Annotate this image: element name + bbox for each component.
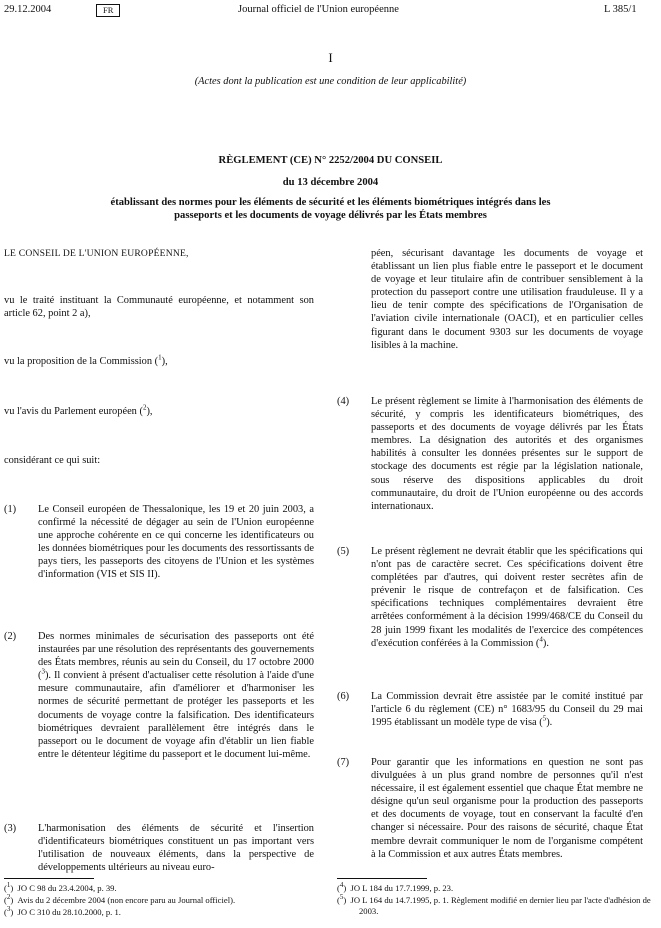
recital-number: (4): [337, 396, 350, 407]
whereas-intro: considérant ce qui suit:: [4, 455, 101, 466]
recital-6: (6) La Commission devrait être assistée par le comité institué par l'article 6 du règlement (CE) n° 1683/95 du Conseil du 29 mai 1995 établissant un modèle type de visa ($^5$).: [337, 691, 643, 729]
journal-title: Journal officiel de l'Union européenne: [238, 4, 399, 15]
recital-number: (7): [337, 757, 350, 768]
recital-number: (3): [4, 823, 17, 834]
footnote-rule-left: [4, 878, 94, 879]
footnote-2: ($^2$) Avis du 2 décembre 2004 (non encore paru au Journal officiel).: [4, 893, 236, 905]
recital-5: (5) Le présent règlement ne devrait établir que les spécifications qui n'ont pas de caractère secret. Ces spécifications doivent être complétées par d'autres, qui doivent rester secrètes afin de prévenir le risque de contrefaçon et de falsification. Ces spécifications techniques complémentaires devraient être arrêtées conformément à la décision 1999/468/CE du Conseil du 28 juin 1999 fixant les modalités de l'exercice des compétences d'exécution conférées à la Commission ($^4$).: [337, 546, 643, 649]
section-note: (Actes dont la publication est une condition de leur applicabilité): [194, 76, 467, 87]
recital-7: (7) Pour garantir que les informations en question ne sont pas divulguées à un plus grand nombre de personnes qu'il n'est nécessaire, il est également essentiel que chaque État membre ne désigne qu'un seul organisme pour la production des passeports et des documents de voyage, tout en conservant la faculté d'en changer si nécessaire. Pour des raisons de sécurité, chaque État membre devrait communiquer le nom de l'organisme compétent à la Commission et aux autres États membres.: [337, 757, 643, 860]
citation-parliament: vu l'avis du Parlement européen ($^2$),: [4, 403, 153, 417]
recital-3-continued: péen, sécurisant davantage les documents de voyage et établissant un lien plus fiable entre le passeport et le document de voyage et leur titulaire afin de contribuer sensiblement à la protection du passeport contre une utilisation frauduleuse. Il y a lieu de tenir compte des spécifications de l'Organisation de l'aviation civile internationale (OACI), et en particulier celles figurant dans le document 9303 sur les documents de voyage lisibles à la machine.: [371, 248, 643, 351]
council-preamble: LE CONSEIL DE L'UNION EUROPÉENNE,: [4, 248, 189, 259]
regulation-date: du 13 décembre 2004: [282, 177, 379, 188]
recital-2: (2) Des normes minimales de sécurisation des passeports ont été instaurées par une résolution des représentants des gouvernements des États membres, réunis au sein du Conseil, du 17 octobre 2000 ($^3$). Il convient à présent d'actualiser cette résolution à l'aide d'une mesure communautaire, afin d'améliorer et d'harmoniser les normes de sécurité permettant de protéger les passeports et les documents de voyage contre la falsification. Des identificateurs biométriques devraient parallèlement être intégrés dans le passeport ou le document de voyage afin d'établir un lien fiable entre le détenteur légitime du passeport et le document lui-même.: [4, 631, 314, 760]
recital-4: (4) Le présent règlement se limite à l'harmonisation des éléments de sécurité, y compris les identificateurs biométriques, des passeports et des documents de voyage délivrés par les États membres. La désignation des autorités et des organismes habilités à consulter les données présentes sur le support de stockage des documents est régie par la législation nationale, sous réserve des dispositions applicables du droit communautaire, du droit de l'Union européenne ou des accords internationaux.: [337, 396, 643, 512]
recital-number: (5): [337, 546, 350, 557]
footnote-1: ($^1$) JO C 98 du 23.4.2004, p. 39.: [4, 881, 117, 893]
section-numeral: I: [328, 50, 333, 65]
page-reference: L 385/1: [604, 4, 637, 15]
citation-treaty: vu le traité instituant la Communauté européenne, et notamment son article 62, point 2 a),: [4, 295, 314, 320]
footnote-4: ($^4$) JO L 184 du 17.7.1999, p. 23.: [337, 881, 454, 893]
footnote-rule-right: [337, 878, 427, 879]
publication-date: 29.12.2004: [4, 4, 52, 15]
citation-commission: vu la proposition de la Commission ($^1$),: [4, 353, 168, 367]
recital-number: (2): [4, 631, 17, 642]
language-badge: FR: [96, 4, 120, 17]
footnote-5: ($^5$) JO L 164 du 14.7.1995, p. 1. Règlement modifié en dernier lieu par l'acte d'adhésion de 2003.: [337, 893, 651, 916]
regulation-subject-line-2: passeports et les documents de voyage délivrés par les États membres: [174, 210, 487, 221]
recital-3: (3) L'harmonisation des éléments de sécurité et l'insertion d'identificateurs biométriques constituent un pas important vers l'utilisation de nouveaux éléments, dans la perspective de développements ultérieurs au niveau euro-: [4, 823, 314, 874]
regulation-subject-line-1: établissant des normes pour les éléments de sécurité et les éléments biométriques intégrés dans les: [110, 197, 551, 208]
footnote-3: ($^3$) JO C 310 du 28.10.2000, p. 1.: [4, 905, 121, 917]
recital-number: (1): [4, 504, 17, 515]
recital-number: (6): [337, 691, 350, 702]
recital-1: (1) Le Conseil européen de Thessalonique, les 19 et 20 juin 2003, a confirmé la nécessité de dégager au sein de l'Union européenne une approche cohérente en ce qui concerne les identificateurs ou les données biométriques pour les documents des ressortissants de pays tiers, les passeports des citoyens de l'Union et les systèmes d'information (VIS et SIS II).: [4, 504, 314, 581]
regulation-title: RÈGLEMENT (CE) N° 2252/2004 DU CONSEIL: [218, 155, 443, 166]
